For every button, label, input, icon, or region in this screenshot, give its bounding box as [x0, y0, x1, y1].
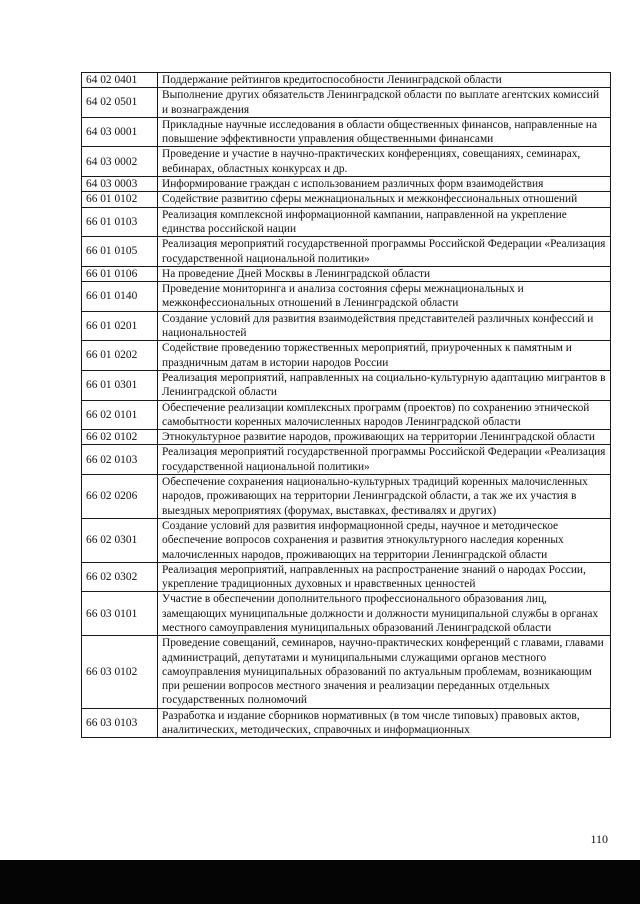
row-description: Создание условий для развития взаимодействия представителей различных конфессий и национальностей — [158, 311, 611, 341]
scan-bottom-bar — [0, 860, 640, 904]
table-row — [82, 445, 611, 475]
table-body — [82, 73, 611, 738]
row-description: Прикладные научные исследования в области общественных финансов, направленные на повышение эффективности управления общественными финансами — [158, 117, 611, 147]
row-description: Поддержание рейтингов кредитоспособности Ленинградской области — [158, 73, 611, 88]
table-row — [82, 562, 611, 592]
table-row — [82, 266, 611, 281]
row-code: 66 03 0103 — [82, 708, 158, 738]
table-row — [82, 430, 611, 445]
row-description: Этнокультурное развитие народов, проживающих на территории Ленинградской области — [158, 430, 611, 445]
row-description: Обеспечение сохранения национально-культурных традиций коренных малочисленных народов, проживающих на территории Ленинградской области, а так же их участия в выездных мероприятиях (форумах, выставках, фестивалях и других) — [158, 475, 611, 519]
row-description: Создание условий для развития информационной среды, научное и методическое обеспечение вопросов сохранения и развития этнокультурного наследия коренных малочисленных народов, проживающих на территории Ленинградской области — [158, 518, 611, 562]
table-row — [82, 88, 611, 118]
row-description: Содействие проведению торжественных мероприятий, приуроченных к памятным и праздничным датам в истории народов России — [158, 341, 611, 371]
row-code: 66 01 0301 — [82, 370, 158, 400]
row-description: Выполнение других обязательств Ленинградской области по выплате агентских комиссий и вознаграждения — [158, 88, 611, 118]
row-code: 66 02 0206 — [82, 475, 158, 519]
budget-codes-table — [81, 72, 611, 738]
row-code: 66 01 0140 — [82, 282, 158, 312]
table-row — [82, 192, 611, 207]
row-description: Информирование граждан с использованием различных форм взаимодействия — [158, 177, 611, 192]
table-row — [82, 207, 611, 237]
table-row — [82, 518, 611, 562]
row-code: 66 01 0105 — [82, 237, 158, 267]
row-code: 66 01 0202 — [82, 341, 158, 371]
row-description: Проведение и участие в научно-практических конференциях, совещаниях, семинарах, вебинарах, областных конкурсах и др. — [158, 147, 611, 177]
row-description: Проведение совещаний, семинаров, научно-практических конференций с главами, главами администраций, депутатами и муниципальными служащими органов местного самоуправления муниципальных образований по актуальным проблемам, возникающим при решении вопросов местного значения и реализации переданных отдельных государственных полномочий — [158, 636, 611, 708]
row-code: 66 01 0201 — [82, 311, 158, 341]
table-row — [82, 341, 611, 371]
row-code: 66 02 0302 — [82, 562, 158, 592]
row-description: Участие в обеспечении дополнительного профессионального образования лиц, замещающих муниципальные должности и должности муниципальной службы в органах местного самоуправления муниципальных образований Ленинградской области — [158, 592, 611, 636]
table-row — [82, 73, 611, 88]
row-code: 66 02 0103 — [82, 445, 158, 475]
row-description: Реализация комплексной информационной кампании, направленной на укрепление единства российской нации — [158, 207, 611, 237]
row-description: Разработка и издание сборников нормативных (в том числе типовых) правовых актов, аналитических, методических, справочных и информационных — [158, 708, 611, 738]
row-description: Реализация мероприятий государственной программы Российской Федерации «Реализация государственной национальной политики» — [158, 445, 611, 475]
table-row — [82, 592, 611, 636]
row-code: 66 01 0103 — [82, 207, 158, 237]
table-row — [82, 708, 611, 738]
row-code: 64 02 0501 — [82, 88, 158, 118]
row-code: 66 02 0102 — [82, 430, 158, 445]
row-code: 64 02 0401 — [82, 73, 158, 88]
table-row — [82, 237, 611, 267]
row-code: 64 03 0003 — [82, 177, 158, 192]
row-description: Реализация мероприятий, направленных на распространение знаний о народах России, укрепление традиционных духовных и нравственных ценностей — [158, 562, 611, 592]
row-description: На проведение Дней Москвы в Ленинградской области — [158, 266, 611, 281]
table-row — [82, 400, 611, 430]
row-code: 64 03 0001 — [82, 117, 158, 147]
row-code: 64 03 0002 — [82, 147, 158, 177]
row-code: 66 03 0101 — [82, 592, 158, 636]
row-description: Проведение мониторинга и анализа состояния сферы межнациональных и межконфессиональных отношений в Ленинградской области — [158, 282, 611, 312]
row-code: 66 02 0101 — [82, 400, 158, 430]
row-description: Реализация мероприятий государственной программы Российской Федерации «Реализация государственной национальной политики» — [158, 237, 611, 267]
table-row — [82, 475, 611, 519]
table-row — [82, 177, 611, 192]
table-row — [82, 636, 611, 708]
table-row — [82, 147, 611, 177]
row-description: Реализация мероприятий, направленных на социально-культурную адаптацию мигрантов в Ленинградской области — [158, 370, 611, 400]
table-row — [82, 370, 611, 400]
row-description: Содействие развитию сферы межнациональных и межконфессиональных отношений — [158, 192, 611, 207]
page-number: 110 — [590, 832, 608, 846]
row-code: 66 01 0102 — [82, 192, 158, 207]
table-row — [82, 282, 611, 312]
row-description: Обеспечение реализации комплексных программ (проектов) по сохранению этнической самобытности коренных малочисленных народов Ленинградской области — [158, 400, 611, 430]
row-code: 66 01 0106 — [82, 266, 158, 281]
row-code: 66 02 0301 — [82, 518, 158, 562]
row-code: 66 03 0102 — [82, 636, 158, 708]
table-row — [82, 117, 611, 147]
table-row — [82, 311, 611, 341]
